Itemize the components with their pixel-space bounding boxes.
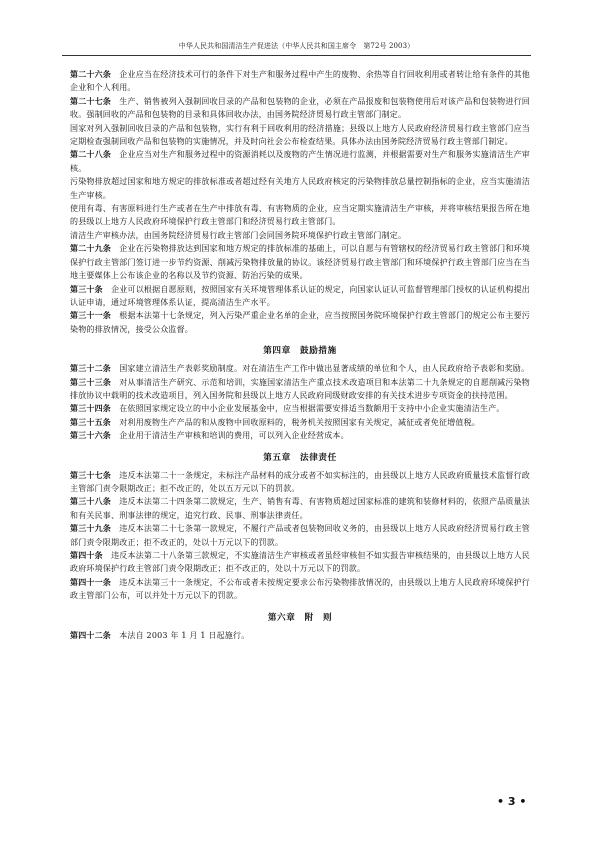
article-label: 第三十五条: [70, 417, 111, 427]
article-text: 违反本法第二十八条第三款规定，不实施清洁生产审核或者虽经审核但不如实报告审核结果的，由县级以上地方人民政府环境保护行政主管部门责令限期改正；拒不改正的，处以十万元以下的罚款。: [70, 551, 530, 574]
document-body: [70, 68, 530, 642]
article-label: 第三十三条: [70, 377, 112, 387]
article-label: 第四十二条: [70, 630, 111, 640]
sub-paragraph: 使用有毒、有害原料进行生产或者在生产中排放有毒、有害物质的企业，应当定期实施清洁生产审核，并将审核结果报告所在地的县级以上地方人民政府环境保护行政主管部门和经济贸易行政主管部门。: [70, 204, 530, 227]
article-text: 违反本法第二十四条第二款规定，生产、销售有毒、有害物质超过国家标准的建筑和装修材料的，依照产品质量法和有关民事、刑事法律的规定，追究行政、民事、刑事法律责任。: [70, 497, 530, 520]
article-text: 国家建立清洁生产表彰奖励制度。对在清洁生产工作中做出显著成绩的单位和个人，由人民政府给予表彰和奖励。: [111, 364, 530, 374]
article-paragraph: [70, 242, 530, 282]
article-text: 企业可以根据自愿原则，按照国家有关环境管理体系认证的规定，向国家认证认可监督管理部门授权的认证机构提出认证申请，通过环境管理体系认证，提高清洁生产水平。: [70, 284, 530, 307]
article-paragraph: [70, 416, 530, 429]
article-paragraph: [70, 402, 530, 415]
article-paragraph: [70, 68, 530, 95]
article-text: 本法自 2003 年 1 月 1 日起施行。: [111, 630, 250, 640]
article-text: 生产、销售被列入强制回收目录的产品和包装物的企业，必须在产品报废和包装物使用后对该产品和包装物进行回收。强制回收的产品和包装物的目录和具体回收办法，由国务院经济贸易行政主管部门制定。: [70, 96, 530, 120]
article-text: 对利用废物生产产品的和从废物中回收原料的，税务机关按照国家有关规定，减征或者免征增值税。: [111, 417, 480, 427]
article-paragraph: [70, 576, 530, 603]
article-paragraph: [70, 362, 530, 375]
chapter-heading: 第五章 法律责任: [263, 452, 337, 463]
article-text: 对从事清洁生产研究、示范和培训，实施国家清洁生产重点技术改造项目和本法第二十九条规定的自愿削减污染物排放协议中载明的技术改造项目，列入国务院和县级以上地方人民政府同级财政安排的有关技术进步专项资金的扶持范围。: [70, 377, 530, 400]
article-paragraph: [70, 495, 530, 522]
chapter-heading: 第六章 附 则: [267, 612, 333, 623]
article-paragraph: [70, 376, 530, 403]
article-label: 第三十九条: [70, 524, 112, 534]
article-label: 第二十八条: [70, 150, 112, 160]
article-paragraph: [70, 148, 530, 175]
article-text: 企业在污染物排放达到国家和地方规定的排放标准的基础上，可以自愿与有管辖权的经济贸易行政主管部门和环境保护行政主管部门签订进一步节约资源、削减污染物排放量的协议。该经济贸易行政主管部门和环境保护行政主管部门应当在当地主要媒体上公布该企业的名称以及节约资源、防治污染的成果。: [70, 244, 530, 281]
article-text: 企业应当对生产和服务过程中的资源消耗以及废物的产生情况进行监测，并根据需要对生产和服务实施清洁生产审核。: [70, 150, 530, 173]
article-paragraph: [70, 283, 530, 310]
article-text: 违反本法第二十七条第一款规定，不履行产品或者包装物回收义务的，由县级以上地方人民政府经济贸易行政主管部门责令限期改正；拒不改正的，处以十万元以下的罚款。: [70, 524, 530, 547]
article-label: 第三十六条: [70, 431, 111, 441]
article-label: 第三十七条: [70, 470, 112, 480]
article-text: 根据本法第十七条规定，列入污染严重企业名单的企业，应当按照国务院环境保护行政主管部门的规定公布主要污染物的排放情况，接受公众监督。: [70, 311, 530, 334]
article-label: 第二十六条: [70, 70, 112, 79]
article-paragraph: [70, 549, 530, 576]
article-text: 企业应当在经济技术可行的条件下对生产和服务过程中产生的废物、余热等自行回收利用或者转让给有条件的其他企业和个人利用。: [70, 70, 530, 93]
article-label: 第三十一条: [70, 311, 112, 321]
article-text: 在依照国家规定设立的中小企业发展基金中，应当根据需要安排适当数额用于支持中小企业实施清洁生产。: [111, 404, 505, 414]
article-text: 违反本法第二十一条规定，未标注产品材料的成分或者不如实标注的，由县级以上地方人民政府质量技术监督行政主管部门责令限期改正；拒不改正的，处以五万元以下的罚款。: [70, 470, 530, 493]
article-label: 第三十二条: [70, 364, 111, 374]
running-header: 中华人民共和国清洁生产促进法（中华人民共和国主席令 第72号 2003）: [178, 42, 415, 50]
sub-paragraph: 清洁生产审核办法，由国务院经济贸易行政主管部门会同国务院环境保护行政主管部门制定。: [70, 230, 407, 240]
article-label: 第二十七条: [70, 96, 112, 106]
header-rule: [62, 55, 531, 56]
sub-paragraph: 国家对列入强制回收目录的产品和包装物，实行有利于回收利用的经济措施；县级以上地方人民政府经济贸易行政主管部门应当定期检查强制回收产品和包装物的实施情况，并及时向社会公布检查结果。具体办法由国务院经济贸易行政主管部门制定。: [70, 123, 530, 147]
article-label: 第三十八条: [70, 497, 112, 507]
article-label: 第三十条: [70, 284, 103, 294]
article-text: 企业用于清洁生产审核和培训的费用，可以列入企业经营成本。: [111, 431, 349, 441]
article-paragraph: [70, 309, 530, 336]
article-paragraph: [70, 95, 530, 122]
article-label: 第四十一条: [70, 577, 112, 587]
article-label: 第四十条: [70, 551, 103, 560]
article-paragraph: [70, 629, 530, 642]
sub-paragraph: 污染物排放超过国家和地方规定的排放标准或者超过经有关地方人民政府核定的污染物排放总量控制指标的企业，应当实施清洁生产审核。: [70, 177, 530, 200]
article-label: 第二十九条: [70, 244, 112, 254]
chapter-heading: 第四章 鼓励措施: [263, 346, 337, 357]
article-paragraph: [70, 522, 530, 549]
article-text: 违反本法第三十一条规定，不公布或者未按规定要求公布污染物排放情况的，由县级以上地方人民政府环境保护行政主管部门公布，可以并处十万元以下的罚款。: [70, 577, 530, 601]
article-paragraph: [70, 469, 530, 496]
article-paragraph: [70, 429, 530, 442]
page-number: • 3 •: [497, 795, 527, 808]
article-label: 第三十四条: [70, 404, 111, 414]
